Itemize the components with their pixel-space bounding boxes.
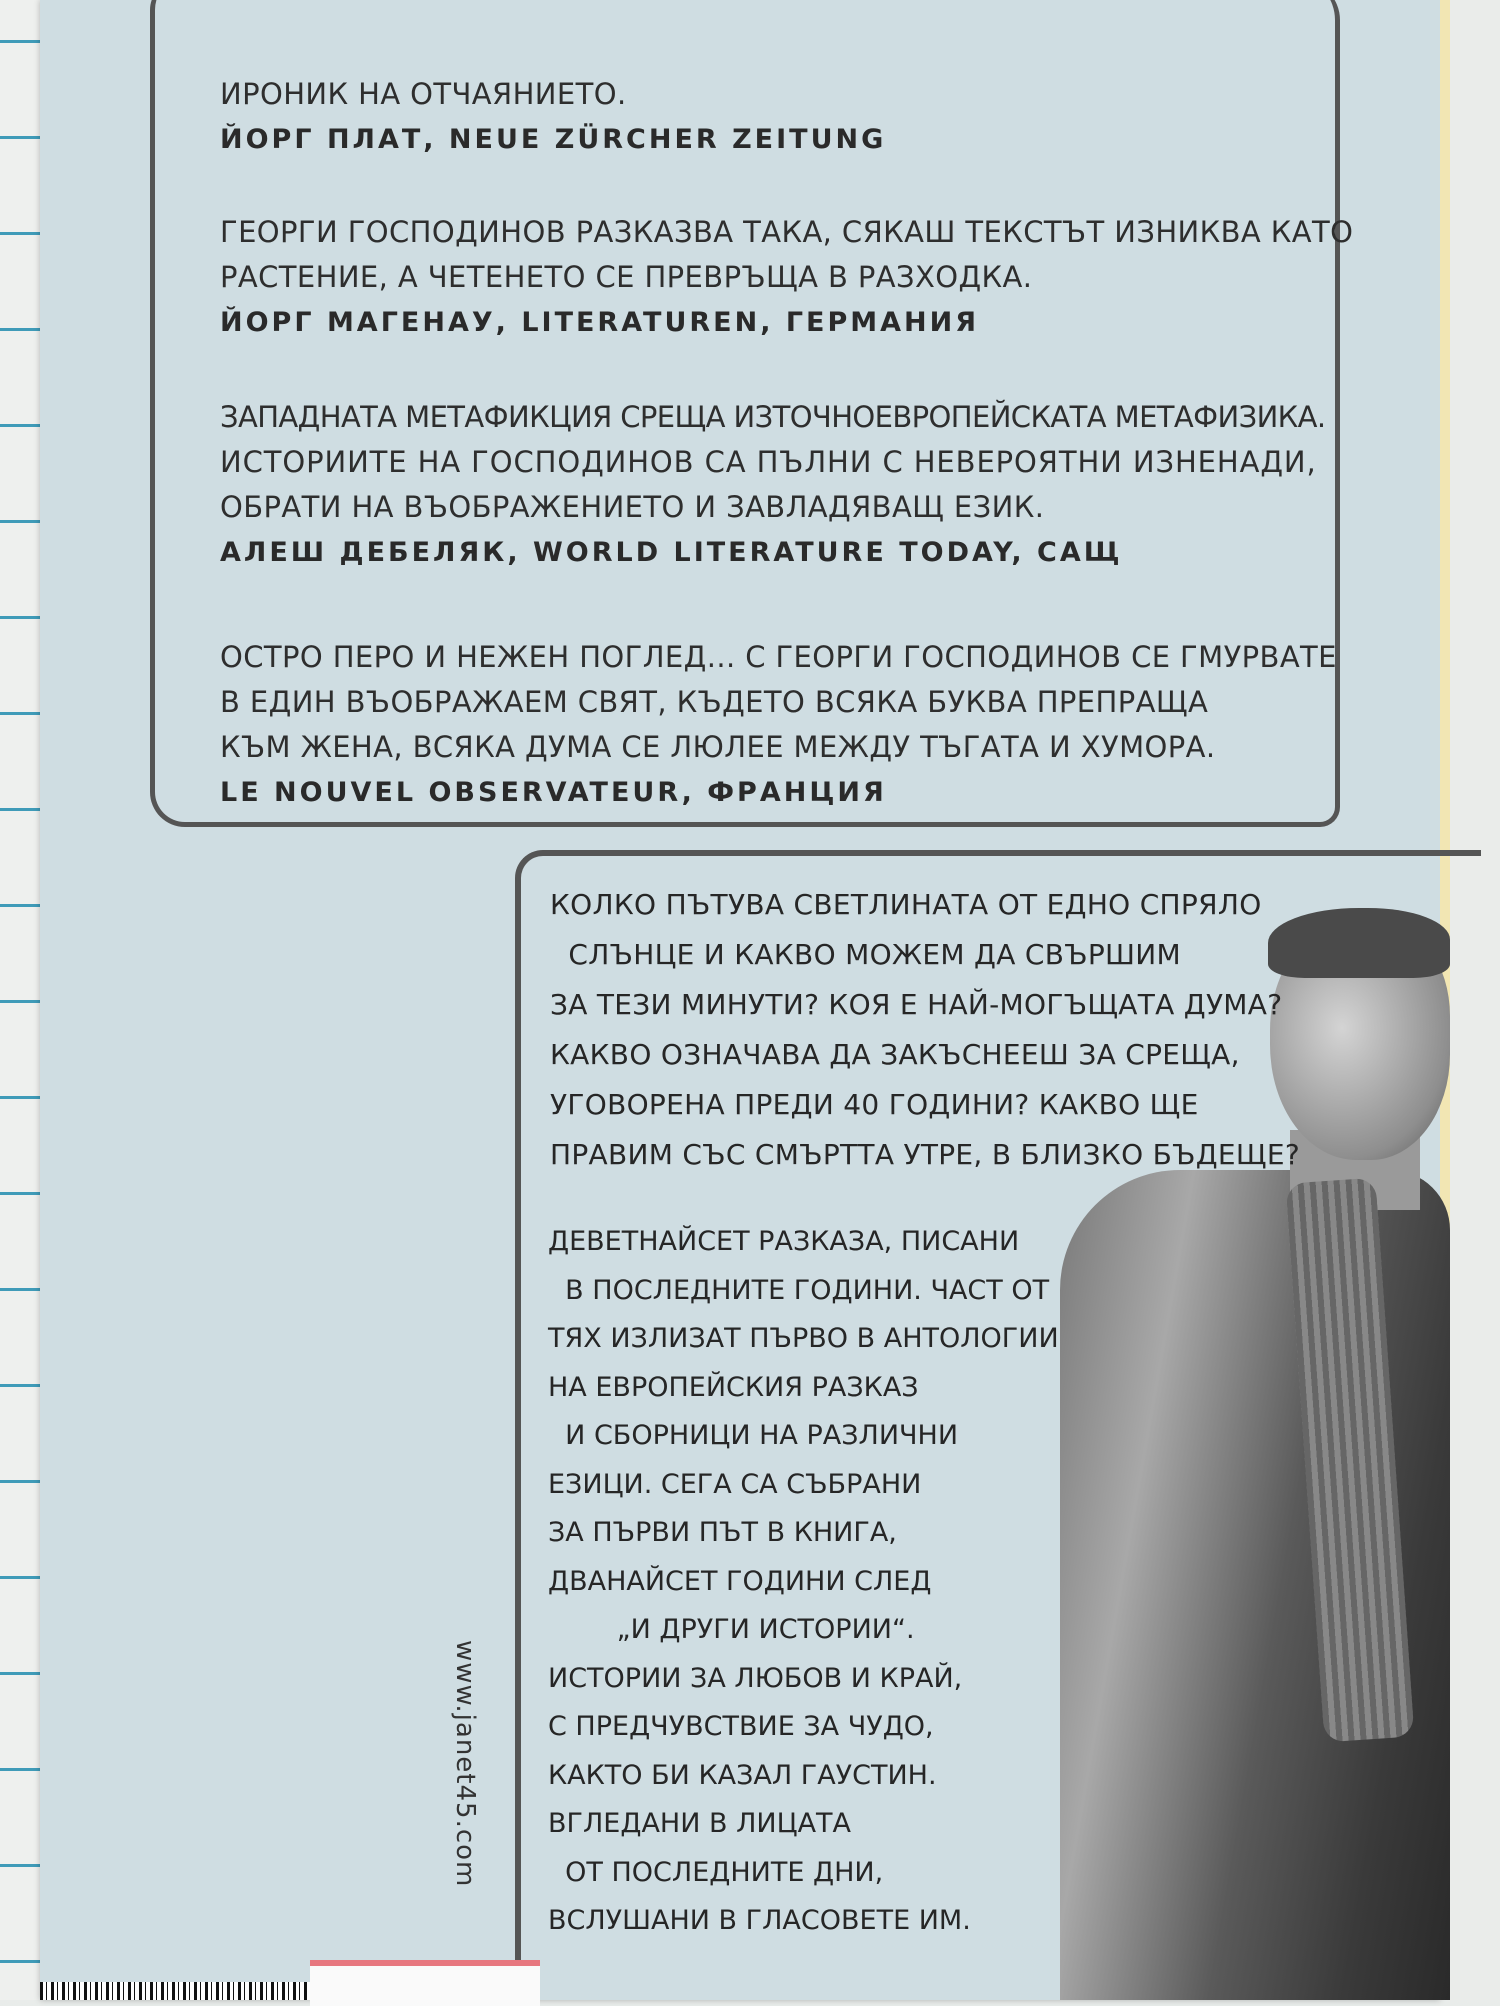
quote-source: LE NOUVEL OBSERVATEUR, ФРАНЦИЯ bbox=[220, 777, 887, 808]
quote-line: ИСТОРИИТЕ НА ГОСПОДИНОВ СА ПЪЛНИ С НЕВЕРОЯТНИ ИЗНЕНАДИ, bbox=[220, 445, 1317, 479]
description-line: ЕЗИЦИ. СЕГА СА СЪБРАНИ bbox=[548, 1468, 922, 1500]
description-line: В ПОСЛЕДНИТЕ ГОДИНИ. ЧАСТ ОТ bbox=[548, 1274, 1050, 1306]
price-sticker bbox=[310, 1960, 540, 2006]
publisher-website-link[interactable]: www.janet45.com bbox=[450, 1640, 480, 1888]
blurb-line: ЗА ТЕЗИ МИНУТИ? КОЯ Е НАЙ-МОГЪЩАТА ДУМА? bbox=[550, 988, 1283, 1021]
quote-3 bbox=[220, 395, 1326, 575]
quote-source: АЛЕШ ДЕБЕЛЯК, WORLD LITERATURE TODAY, САЩ bbox=[220, 537, 1123, 568]
description-line: ЗА ПЪРВИ ПЪТ В КНИГА, bbox=[548, 1517, 897, 1548]
description-line: „И ДРУГИ ИСТОРИИ“. bbox=[548, 1614, 915, 1645]
description-line: ДВАНАЙСЕТ ГОДИНИ СЛЕД bbox=[548, 1565, 932, 1597]
description-line: ТЯХ ИЗЛИЗАТ ПЪРВО В АНТОЛОГИИ bbox=[548, 1323, 1059, 1354]
description-line: ИСТОРИИ ЗА ЛЮБОВ И КРАЙ, bbox=[548, 1662, 963, 1694]
description-line: НА ЕВРОПЕЙСКИЯ РАЗКАЗ bbox=[548, 1371, 919, 1403]
blurb-line: УГОВОРЕНА ПРЕДИ 40 ГОДИНИ? КАКВО ЩЕ bbox=[550, 1088, 1199, 1121]
quote-line: КЪМ ЖЕНА, ВСЯКА ДУМА СЕ ЛЮЛЕЕ МЕЖДУ ТЪГАТА И ХУМОРА. bbox=[220, 730, 1216, 764]
book-description bbox=[548, 1218, 1059, 1946]
description-line: КАКТО БИ КАЗАЛ ГАУСТИН. bbox=[548, 1759, 937, 1791]
description-line: ДЕВЕТНАЙСЕТ РАЗКАЗА, ПИСАНИ bbox=[548, 1226, 1020, 1257]
quote-2 bbox=[220, 210, 1353, 345]
blurb-line: КОЛКО ПЪТУВА СВЕТЛИНАТА ОТ ЕДНО СПРЯЛО bbox=[550, 888, 1262, 921]
quote-line: ОБРАТИ НА ВЪОБРАЖЕНИЕТО И ЗАВЛАДЯВАЩ ЕЗИК. bbox=[220, 490, 1045, 524]
description-line: С ПРЕДЧУВСТВИЕ ЗА ЧУДО, bbox=[548, 1711, 934, 1742]
description-line: ВГЛЕДАНИ В ЛИЦАТА bbox=[548, 1808, 851, 1839]
description-line: ОТ ПОСЛЕДНИТЕ ДНИ, bbox=[548, 1856, 884, 1888]
quote-source: ЙОРГ ПЛАТ, NEUE ZÜRCHER ZEITUNG bbox=[220, 124, 887, 155]
quote-1 bbox=[220, 72, 886, 162]
description-line: ВСЛУШАНИ В ГЛАСОВЕТЕ ИМ. bbox=[548, 1905, 971, 1936]
quote-line: ИРОНИК НА ОТЧАЯНИЕТО. bbox=[220, 77, 627, 111]
quote-line: РАСТЕНИЕ, А ЧЕТЕНЕТО СЕ ПРЕВРЪЩА В РАЗХОДКА. bbox=[220, 260, 1033, 294]
blurb-line: СЛЪНЦЕ И КАКВО МОЖЕМ ДА СВЪРШИМ bbox=[550, 938, 1181, 971]
description-line: И СБОРНИЦИ НА РАЗЛИЧНИ bbox=[548, 1420, 959, 1451]
quote-line: ОСТРО ПЕРО И НЕЖЕН ПОГЛЕД... С ГЕОРГИ ГОСПОДИНОВ СЕ ГМУРВАТЕ bbox=[220, 640, 1337, 674]
quote-source: ЙОРГ МАГЕНАУ, LITERATUREN, ГЕРМАНИЯ bbox=[220, 307, 980, 338]
book-blurb bbox=[550, 880, 1300, 1180]
quote-line: ГЕОРГИ ГОСПОДИНОВ РАЗКАЗВА ТАКА, СЯКАШ ТЕКСТЪТ ИЗНИКВА КАТО bbox=[220, 215, 1354, 249]
barcode bbox=[40, 1982, 310, 2000]
quote-4 bbox=[220, 635, 1337, 815]
blurb-line: КАКВО ОЗНАЧАВА ДА ЗАКЪСНЕЕШ ЗА СРЕЩА, bbox=[550, 1038, 1240, 1071]
blurb-line: ПРАВИМ СЪС СМЪРТТА УТРЕ, В БЛИЗКО БЪДЕЩЕ? bbox=[550, 1138, 1300, 1171]
quote-line: В ЕДИН ВЪОБРАЖАЕМ СВЯТ, КЪДЕТО ВСЯКА БУКВА ПРЕПРАЩА bbox=[220, 685, 1209, 719]
quote-line: ЗАПАДНАТА МЕТАФИКЦИЯ СРЕЩА ИЗТОЧНОЕВРОПЕЙСКАТА МЕТАФИЗИКА. bbox=[220, 400, 1326, 434]
